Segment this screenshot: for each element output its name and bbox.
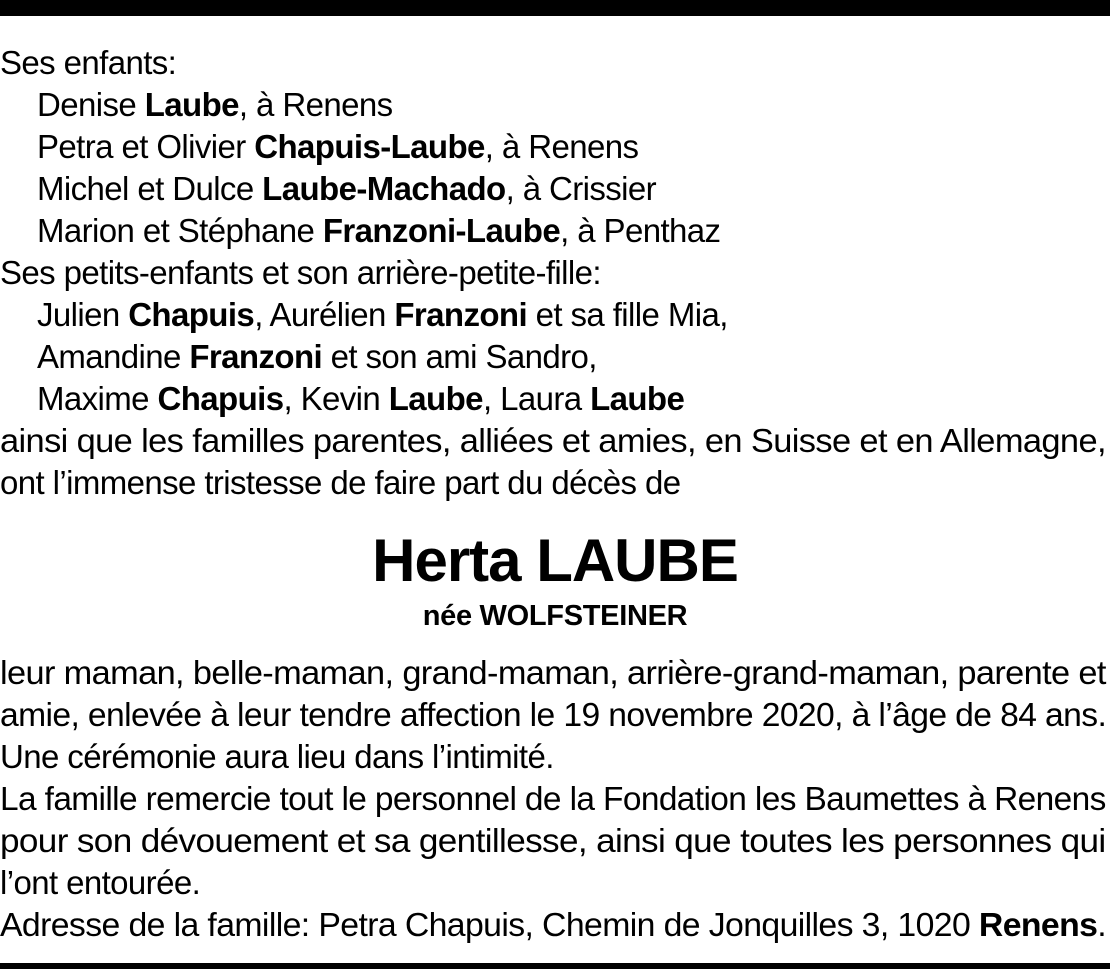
body-line: l’ont entourée. — [0, 864, 201, 901]
entry-rest: et son ami Sandro, — [322, 338, 597, 375]
surname: Franzoni — [189, 338, 323, 375]
deceased-birth-name: née WOLFSTEINER — [422, 600, 688, 632]
given-name: , Laura — [482, 380, 582, 417]
child-place: , à Penthaz — [560, 212, 721, 249]
body-line: Une cérémonie aura lieu dans l’intimité. — [0, 738, 554, 775]
child-given-names: Marion et Stéphane — [37, 212, 315, 249]
surname: Laube — [388, 380, 483, 417]
address-period: . — [1097, 906, 1107, 943]
surname: Chapuis — [157, 380, 284, 417]
child-surname: Laube-Machado — [262, 170, 506, 207]
child-place: , à Renens — [238, 86, 393, 123]
entry-rest: et sa fille Mia, — [527, 296, 728, 333]
top-rule — [0, 0, 1110, 16]
body-line: amie, enlevée à leur tendre affection le 19 novembre 2020, à l’âge de 84 ans. — [0, 696, 1107, 733]
body-line: leur maman, belle-maman, grand-maman, arrière-grand-maman, parente et — [0, 654, 1106, 691]
child-entry — [0, 84, 1110, 126]
child-given-names: Denise — [37, 86, 137, 123]
child-given-names: Petra et Olivier — [37, 128, 246, 165]
address-city: Renens — [978, 906, 1098, 943]
child-surname: Franzoni-Laube — [322, 212, 561, 249]
child-given-names: Michel et Dulce — [37, 170, 254, 207]
surname: Laube — [590, 380, 685, 417]
child-place: , à Renens — [484, 128, 639, 165]
child-place: , à Crissier — [505, 170, 657, 207]
child-surname: Chapuis-Laube — [254, 128, 485, 165]
given-name: , Kevin — [283, 380, 381, 417]
obituary-notice — [0, 42, 1110, 946]
grandchildren-entry — [0, 378, 1110, 420]
body-line: pour son dévouement et sa gentillesse, ainsi que toutes les personnes qui — [0, 822, 1106, 859]
grandchildren-heading: Ses petits-enfants et son arrière-petite-fille: — [0, 254, 601, 291]
announce-line: ont l’immense tristesse de faire part du décès de — [0, 464, 681, 501]
surname: Franzoni — [394, 296, 528, 333]
child-entry — [0, 168, 1110, 210]
family-address — [0, 904, 1110, 946]
deceased-name: Herta LAUBE — [372, 527, 738, 594]
child-surname: Laube — [144, 86, 239, 123]
grandchildren-entry — [0, 294, 1110, 336]
bottom-rule — [0, 963, 1110, 969]
body-line: La famille remercie tout le personnel de la Fondation les Baumettes à Renens — [0, 780, 1106, 817]
given-name: Maxime — [37, 380, 149, 417]
given-name: Julien — [37, 296, 120, 333]
children-heading: Ses enfants: — [0, 44, 177, 81]
given-name: , Aurélien — [254, 296, 386, 333]
child-entry — [0, 126, 1110, 168]
given-name: Amandine — [37, 338, 181, 375]
grandchildren-entry — [0, 336, 1110, 378]
address-text: Adresse de la famille: Petra Chapuis, Chemin de Jonquilles 3, 1020 — [0, 906, 971, 943]
families-line: ainsi que les familles parentes, alliées et amies, en Suisse et en Allemagne, — [0, 422, 1106, 459]
surname: Chapuis — [128, 296, 255, 333]
child-entry — [0, 210, 1110, 252]
